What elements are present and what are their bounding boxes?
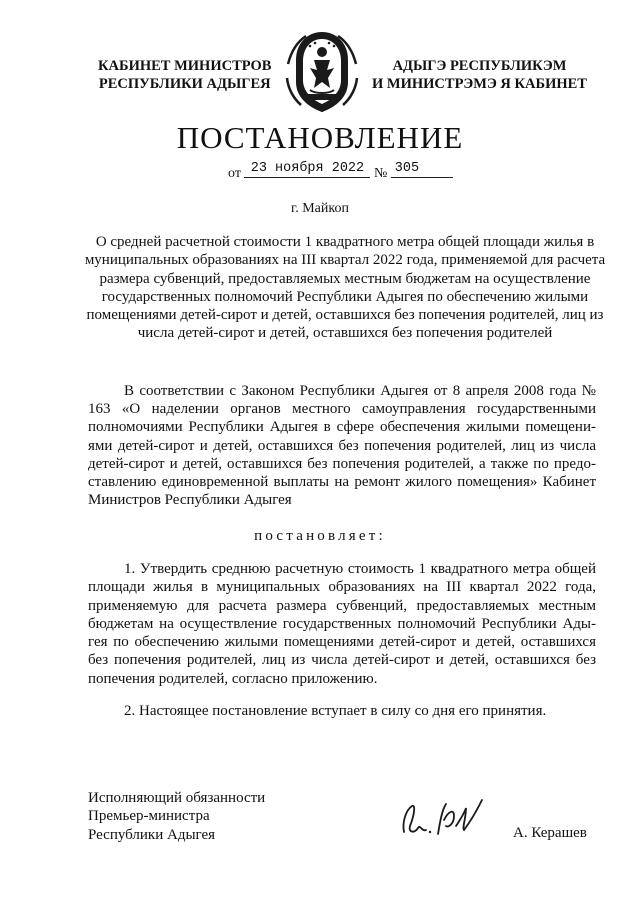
signer-name: А. Керашев	[513, 825, 587, 841]
document-subject: О средней расчетной стоимости 1 квадратного метра общей площади жилья в муниципальных образованиях на III квартал 2022 года, применяемой для расчета размера субвенций, предоставляемых местным бюджетам на осуществление государственных полномочий Республики Адыгея по обеспечению жилыми помещениями детей-сирот и детей, оставшихся без попечения родителей, лиц из числа детей-сирот и детей, оставшихся без попечения родителей	[84, 234, 606, 342]
header-right	[372, 57, 587, 93]
coat-of-arms-icon	[284, 30, 360, 114]
document-title: ПОСТАНОВЛЕНИЕ	[176, 120, 464, 155]
date-label: от	[228, 166, 241, 181]
signature-block	[88, 789, 265, 844]
header-left-line2: РЕСПУБЛИКИ АДЫГЕЯ	[98, 76, 271, 92]
decree-word: постановляет:	[254, 528, 386, 544]
signature-title-line2: Премьер-министра	[88, 808, 210, 825]
signature-title-line1: Исполняющий обязанности	[88, 790, 266, 806]
document-date: 23 ноября 2022	[244, 161, 370, 178]
preamble-paragraph: В соответствии с Законом Республики Адыгея от 8 апреля 2008 года № 163 «О наделении органов местного самоуправления государственными полномочиями Республики Адыгея в сфере обеспечения жилыми помещениями детей-сирот и детей, оставшихся без попечения родителей, лиц из числа детей-сирот и детей, оставшихся без попечения родителей, а также по предоставлению единовременной выплаты на ремонт жилого помещения» Кабинет Министров Республики Адыгея	[88, 383, 596, 509]
header-left-line1: КАБИНЕТ МИНИСТРОВ	[98, 58, 272, 74]
handwritten-signature-icon	[392, 792, 488, 844]
header-right-line2: И МИНИСТРЭМЭ Я КАБИНЕТ	[372, 76, 587, 92]
decree-item-2: 2. Настоящее постановление вступает в силу со дня его принятия.	[124, 703, 547, 719]
number-label: №	[373, 166, 388, 181]
document-number: 305	[391, 161, 453, 178]
header-left	[98, 57, 271, 93]
signature-title-line3: Республики Адыгея	[88, 826, 216, 843]
dateline	[228, 161, 453, 184]
decree-item-1: 1. Утвердить среднюю расчетную стоимость 1 квадратного метра общей площади жилья в муниципальных образованиях на III квартал 2022 года, применяемую для расчета размера субвенций, предоставляемых местным бюджетам на осуществление государственных полномочий Республики Адыгея по обеспечению жилыми помещениями детей-сирот и детей, оставшихся без попечения родителей, лиц из числа детей-сирот и детей, оставшихся без попечения родителей, согласно приложению.	[88, 561, 596, 687]
header-right-line1: АДЫГЭ РЕСПУБЛИКЭМ	[392, 58, 567, 74]
city: г. Майкоп	[291, 201, 349, 216]
